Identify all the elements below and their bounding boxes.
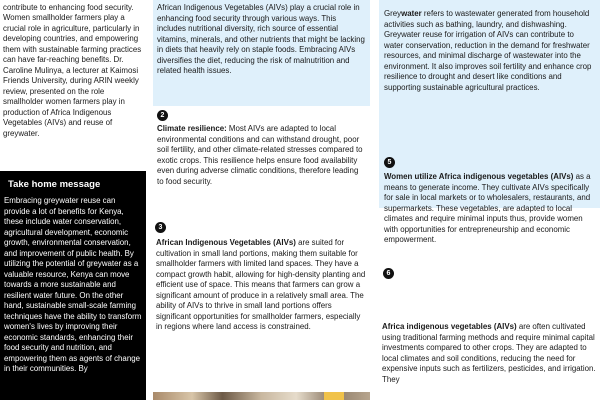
- farmers-photo: [153, 392, 370, 400]
- section-heading: Women utilize Africa indigenous vegetables (AIVs): [384, 172, 574, 181]
- section-number-badge: 3: [155, 222, 166, 233]
- section-heading: Africa indigenous vegetables (AIVs): [382, 322, 517, 331]
- greywater-text-bold: water: [401, 9, 422, 18]
- climate-resilience-section: [157, 124, 367, 187]
- greywater-text-rest: refers to wastewater generated from household activities such as bathing, laundry, and dishwashing. Greywater reuse for irrigation of AIVs can contribute to water conservation, reduction in the demand for freshwater resources, and minimal discharge of wastewater into the environment. It also improves soil fertility and enhance crop resilience to drought and desert like conditions and supporting sustainable agricultural practices.: [384, 9, 592, 92]
- middle-column: [153, 0, 370, 400]
- right-column: [379, 0, 600, 400]
- aiv-food-security-box: [153, 0, 370, 106]
- aiv-food-security-text: African Indigenous Vegetables (AIVs) play a crucial role in enhancing food security through various ways. This includes nutritional diversity, rich source of essential vitamins, minerals, and other nutrients that might be lacking in diets that heavily rely on staple foods. Embracing AIVs diversifies the diet, reducing the risk of malnutrition and related health issues.: [157, 3, 365, 75]
- take-home-title: Take home message: [8, 179, 101, 190]
- intro-paragraph: contribute to enhancing food security. Women smallholder farmers play a crucial role in agriculture, particularly in developing countries, and empowering them with sustainable farming practices can have far-reaching benefits. Dr. Caroline Mulinya, a lecturer at Kaimosi Friends University, during ARIN weekly review, presented on the role smallholder women farmers play in production of Africa Indigenous Vegetables (AIVs) and reuse of greywater.: [3, 2, 142, 138]
- small-land-section: [156, 238, 368, 333]
- take-home-body: Embracing greywater reuse can provide a lot of benefits for Kenya, these include water conservation, agricultural development, economic growth, environmental conservation, and improvement of public health. By utilizing the potential of greywater as a valuable resource, Kenya can move towards a more sustainable and resilient water future. On the other hand, sustainable small-scale farming techniques have the ability to transform women's lives by improving their economic standards, enhancing their food security and nutrition, and empowering them as agents of change in their communities. By: [4, 196, 142, 373]
- photo-tag: [324, 392, 344, 400]
- section-body: Most AIVs are adapted to local environmental conditions and can withstand drought, poor soil fertility, and other climate-related stresses compared to exotic crops. This resilience helps ensure food availability even during adverse climatic conditions, therefore leading to food security.: [157, 124, 363, 186]
- take-home-box: [0, 171, 146, 400]
- greywater-text-start: Grey: [384, 9, 402, 18]
- section-heading: African Indigenous Vegetables (AIVs): [156, 238, 296, 247]
- section-number-badge: 2: [157, 110, 168, 121]
- income-generation-section: [384, 172, 596, 246]
- section-body: are often cultivated using traditional farming methods and require minimal capital investments compared to other crops. They are adapted to local climates and soil conditions, reducing the need for expensive inputs such as fertilizers, pesticides, and irrigation. They: [382, 322, 596, 384]
- section-heading: Climate resilience:: [157, 124, 227, 133]
- section-number-badge: 5: [384, 157, 395, 168]
- section-body: as a means to generate income. They cultivate AIVs specifically for sale in local markets or to wholesalers, restaurants, and supermarkets. These vegetables, are adapted to local climates and require minimal inputs thus, provide women with opportunities for entrepreneurship and economic empowerment.: [384, 172, 591, 244]
- section-number-badge: 6: [383, 268, 394, 279]
- traditional-farming-section: [382, 322, 596, 385]
- left-column: [0, 0, 146, 400]
- section-body: are suited for cultivation in small land portions, making them suitable for smallholder farmers with limited land spaces. They have a compact growth habit, allowing for high-density planting and efficient use of space. This means that farmers can grow a significant amount of produce in a relatively small area. The ability of AIVs to thrive in small land portions offers significant opportunities for smallholder farmers, especially in regions where land access is constrained.: [156, 238, 366, 331]
